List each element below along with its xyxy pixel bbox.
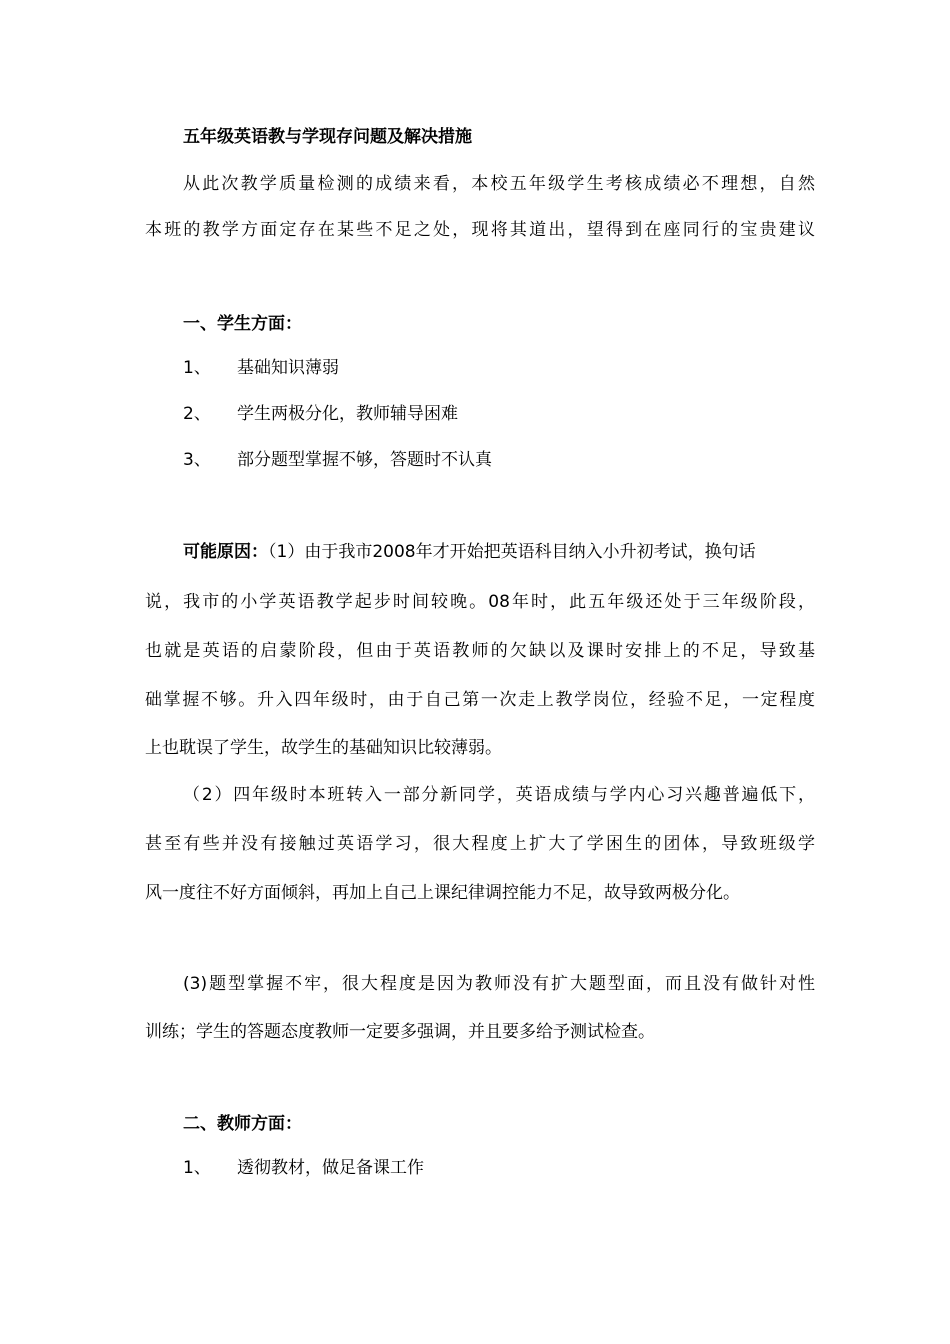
reason-paragraph-1-line-1: [183, 541, 815, 563]
reason-paragraph-3-line-1: (3)题型掌握不牢，很大程度是因为教师没有扩大题型面，而且没有做针对性: [183, 974, 815, 994]
section1-heading: 一、学生方面：: [183, 314, 302, 334]
item-text: 学生两极分化，教师辅导困难: [237, 404, 458, 424]
reason-paragraph-2-line-1: （2）四年级时本班转入一部分新同学，英语成绩与学内心习兴趣普遍低下，: [183, 785, 815, 805]
reason-paragraph-1-line-5: 上也耽误了学生，故学生的基础知识比较薄弱。: [145, 738, 502, 758]
intro-line-1: 从此次教学质量检测的成绩来看，本校五年级学生考核成绩必不理想，自然: [183, 174, 815, 194]
reasons-label: 可能原因：: [183, 542, 268, 562]
item-text: 部分题型掌握不够，答题时不认真: [237, 450, 492, 470]
reason-text: （1）由于我市2008年才开始把英语科目纳入小升初考试，换句话: [268, 542, 756, 562]
item-text: 透彻教材，做足备课工作: [237, 1158, 424, 1178]
section2-heading: 二、教师方面：: [183, 1114, 302, 1134]
reason-paragraph-1-line-4: 础掌握不够。升入四年级时，由于自己第一次走上教学岗位，经验不足，一定程度: [145, 690, 815, 710]
item-number: 1、: [183, 1158, 211, 1178]
reason-paragraph-1-line-2: 说，我市的小学英语教学起步时间较晚。08年时，此五年级还处于三年级阶段，: [145, 592, 815, 612]
reason-paragraph-2-line-3: 风一度往不好方面倾斜，再加上自己上课纪律调控能力不足，故导致两极分化。: [145, 883, 740, 903]
reason-paragraph-2-line-2: 甚至有些并没有接触过英语学习，很大程度上扩大了学困生的团体，导致班级学: [145, 834, 815, 854]
item-number: 3、: [183, 450, 211, 470]
intro-line-2: 本班的教学方面定存在某些不足之处，现将其道出，望得到在座同行的宝贵建议: [145, 220, 815, 240]
item-number: 1、: [183, 358, 211, 378]
document-title: 五年级英语教与学现存问题及解决措施: [183, 127, 472, 147]
reason-paragraph-1-line-3: 也就是英语的启蒙阶段，但由于英语教师的欠缺以及课时安排上的不足，导致基: [145, 641, 815, 661]
item-number: 2、: [183, 404, 211, 424]
item-text: 基础知识薄弱: [237, 358, 339, 378]
reason-paragraph-3-line-2: 训练；学生的答题态度教师一定要多强调，并且要多给予测试检查。: [145, 1022, 655, 1042]
